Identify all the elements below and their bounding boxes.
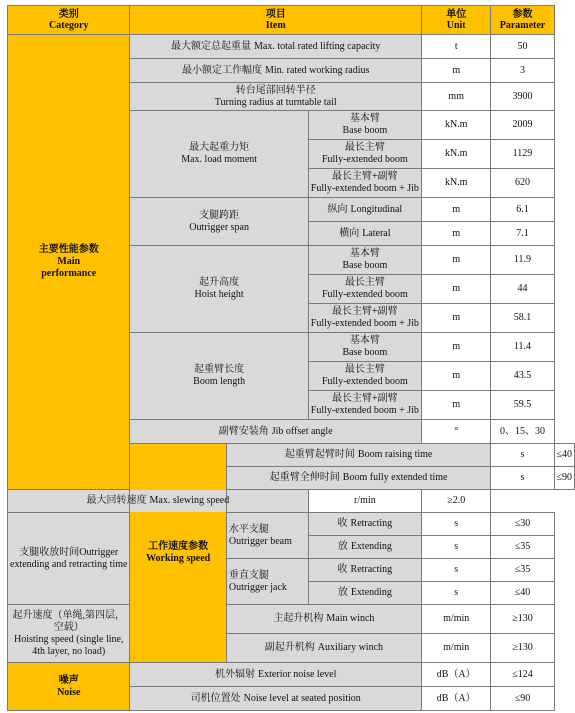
item-seated-noise: 司机位置处 Noise level at seated position xyxy=(130,687,421,711)
param-cell: ≤40 xyxy=(491,582,554,605)
unit-cell: dB（A） xyxy=(421,663,491,687)
unit-cell: m/min xyxy=(421,605,491,634)
sub-item-aux-winch: 副起升机构 Auxiliary winch xyxy=(226,634,421,663)
header-category: 类别 Category xyxy=(8,6,130,35)
header-item: 项目 Item xyxy=(130,6,421,35)
unit-cell: m xyxy=(421,362,491,391)
unit-cell: ° xyxy=(421,420,491,444)
unit-cell: m xyxy=(421,391,491,420)
sub-item-boom-jib: 最长主臂+副臂 Fully-extended boom + Jib xyxy=(308,169,421,198)
param-cell: 50 xyxy=(491,35,554,59)
item-tail-radius: 转台尾部回转半径 Turning radius at turntable tail xyxy=(130,83,421,111)
table-row xyxy=(8,490,575,513)
sub-item-outrigger-beam: 水平支腿 Outrigger beam xyxy=(226,513,308,559)
param-cell: 1129 xyxy=(491,140,554,169)
param-cell: ≤35 xyxy=(491,536,554,559)
unit-cell: s xyxy=(491,444,554,467)
header-parameter: 参数 Parameter xyxy=(491,6,554,35)
item-exterior-noise: 机外辐射 Exterior noise level xyxy=(130,663,421,687)
category-noise: 噪声 Noise xyxy=(8,663,130,711)
sub-item-boom-jib: 最长主臂+副臂 Fully-extended boom + Jib xyxy=(308,391,421,420)
unit-cell: mm xyxy=(421,83,491,111)
table-row xyxy=(8,663,575,687)
param-cell: ≥2.0 xyxy=(421,490,491,513)
param-cell: 44 xyxy=(491,275,554,304)
param-cell: ≤35 xyxy=(491,559,554,582)
param-cell: ≤90 xyxy=(554,467,575,490)
item-boom-raising: 起重臂起臂时间 Boom raising time xyxy=(226,444,491,467)
param-cell: 620 xyxy=(491,169,554,198)
item-hoist-height: 起升高度 Hoist height xyxy=(130,246,308,333)
param-cell: ≤40 xyxy=(554,444,575,467)
item-max-capacity: 最大额定总起重量 Max. total rated lifting capacity xyxy=(130,35,421,59)
sub-item-full-boom: 最长主臂 Fully-extended boom xyxy=(308,362,421,391)
header-unit: 单位 Unit xyxy=(421,6,491,35)
unit-cell: kN.m xyxy=(421,111,491,140)
sub-item-main-winch: 主起升机构 Main winch xyxy=(226,605,421,634)
unit-cell: m xyxy=(421,246,491,275)
param-cell: 58.1 xyxy=(491,304,554,333)
unit-cell: m/min xyxy=(421,634,491,663)
unit-cell: m xyxy=(421,222,491,246)
param-cell: 3 xyxy=(491,59,554,83)
param-cell: ≥130 xyxy=(491,634,554,663)
unit-cell: s xyxy=(421,559,491,582)
sub-item-outrigger-jack: 垂直支腿 Outrigger jack xyxy=(226,559,308,605)
category-working-speed: 工作速度参数 Working speed xyxy=(130,444,226,663)
unit-cell: s xyxy=(421,536,491,559)
item-boom-length: 起重臂长度 Boom length xyxy=(130,333,308,420)
sub-item-extending: 放 Extending xyxy=(308,582,421,605)
param-cell: 3900 xyxy=(491,83,554,111)
sub-item-base-boom: 基本臂 Base boom xyxy=(308,246,421,275)
param-cell: ≥130 xyxy=(491,605,554,634)
sub-item-longitudinal: 纵向 Longitudinal xyxy=(308,198,421,222)
unit-cell: m xyxy=(421,275,491,304)
item-jib-offset: 副臂安装角 Jib offset angle xyxy=(130,420,421,444)
unit-cell: m xyxy=(421,59,491,83)
item-outrigger-time: 支腿收放时间Outrigger extending and retracting time xyxy=(8,513,130,605)
item-slewing-speed: 最大回转速度 Max. slewing speed xyxy=(8,490,309,513)
sub-item-base-boom: 基本臂 Base boom xyxy=(308,111,421,140)
sub-item-full-boom: 最长主臂 Fully-extended boom xyxy=(308,275,421,304)
sub-item-full-boom: 最长主臂 Fully-extended boom xyxy=(308,140,421,169)
sub-item-retracting: 收 Retracting xyxy=(308,559,421,582)
table-row xyxy=(8,605,575,634)
unit-cell: m xyxy=(421,304,491,333)
unit-cell: s xyxy=(491,467,554,490)
unit-cell: m xyxy=(421,198,491,222)
param-cell: 0、15、30 xyxy=(491,420,554,444)
unit-cell: r/min xyxy=(308,490,421,513)
param-cell: 6.1 xyxy=(491,198,554,222)
header-row xyxy=(8,6,575,35)
unit-cell: dB（A） xyxy=(421,687,491,711)
item-boom-extended: 起重臂全伸时间 Boom fully extended time xyxy=(226,467,491,490)
param-cell: 59.5 xyxy=(491,391,554,420)
spec-table xyxy=(7,5,575,711)
item-min-radius: 最小额定工作幅度 Min. rated working radius xyxy=(130,59,421,83)
item-outrigger-span: 支腿跨距 Outrigger span xyxy=(130,198,308,246)
unit-cell: kN.m xyxy=(421,169,491,198)
unit-cell: s xyxy=(421,513,491,536)
sub-item-extending: 放 Extending xyxy=(308,536,421,559)
unit-cell: t xyxy=(421,35,491,59)
item-load-moment: 最大起重力矩 Max. load moment xyxy=(130,111,308,198)
item-hoisting-speed: 起升速度（单绳,第四层， 空载） Hoisting speed (single line, 4th layer, no load) xyxy=(8,605,130,663)
param-cell: 43.5 xyxy=(491,362,554,391)
param-cell: 7.1 xyxy=(491,222,554,246)
unit-cell: s xyxy=(421,582,491,605)
param-cell: 11.4 xyxy=(491,333,554,362)
param-cell: ≤124 xyxy=(491,663,554,687)
unit-cell: m xyxy=(421,333,491,362)
param-cell: 2009 xyxy=(491,111,554,140)
unit-cell: kN.m xyxy=(421,140,491,169)
sub-item-lateral: 横向 Lateral xyxy=(308,222,421,246)
table-row xyxy=(8,513,575,536)
param-cell: 11.9 xyxy=(491,246,554,275)
category-main-performance: 主要性能参数 Main performance xyxy=(8,35,130,490)
sub-item-retracting: 收 Retracting xyxy=(308,513,421,536)
sub-item-base-boom: 基本臂 Base boom xyxy=(308,333,421,362)
table-row xyxy=(8,35,575,59)
param-cell: ≤90 xyxy=(491,687,554,711)
param-cell: ≤30 xyxy=(491,513,554,536)
sub-item-boom-jib: 最长主臂+副臂 Fully-extended boom + Jib xyxy=(308,304,421,333)
